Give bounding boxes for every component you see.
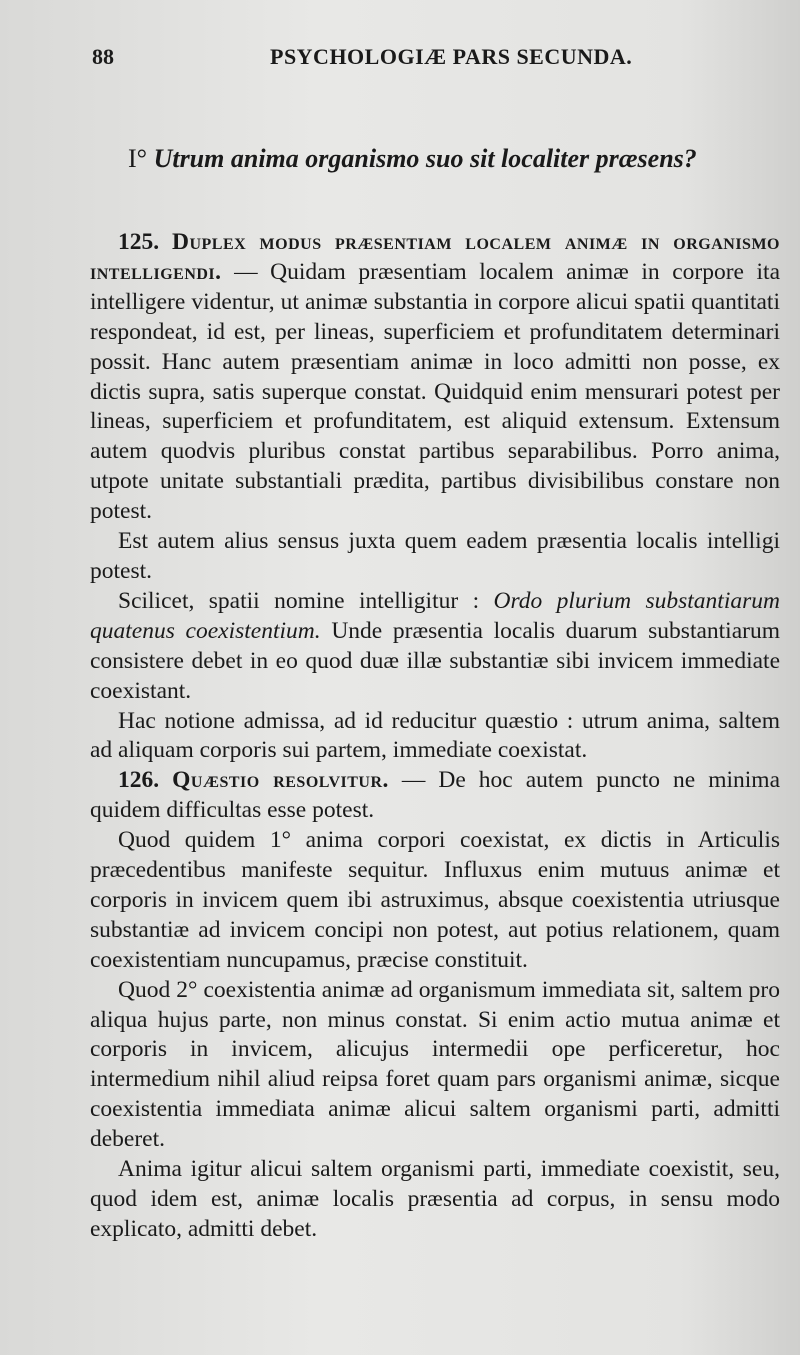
paragraph-heading: Quæstio resolvitur.: [172, 767, 389, 794]
running-header: [92, 44, 760, 74]
italic-definition: Ordo plurium substantiarum quatenus coexistentium.: [90, 587, 780, 644]
paragraph-126: [90, 766, 780, 826]
paragraph: Quod quidem 1° anima corpori coexistat, ex dictis in Articulis præcedentibus manifeste sequitur. Influxus enim mutuus animæ et corporis in invicem quem ibi astruximus, absque coexistentia utriusque substantiæ ad invicem concipi non potest, aut potius relationem, quam coexistentiam nuncupamus, præcise constituit.: [90, 827, 780, 973]
paragraph-text: Unde præsentia localis duarum substantiarum consistere debet in eo quod duæ illæ substantiæ sibi invicem immediate coexistant.: [90, 617, 780, 704]
paragraph-text: — Quidam præsentiam localem animæ in corpore ita intelligere videntur, ut animæ substantia in corpore alicui spatii quantitati respondeat, id est, per lineas, superficiem et profunditatem determinari possit. Hanc autem præsentiam animæ in loco admitti non posse, ex dictis supra, satis superque constat. Quidquid enim mensurari potest per lineas, superficiem et profunditatem, est aliquid extensum. Extensum autem quodvis pluribus constat partibus separabilibus. Porro anima, utpote unitate substantiali prædita, partibus divisibilibus constare non potest.: [90, 258, 780, 525]
paragraph-125: [90, 228, 780, 527]
body-text: [90, 228, 780, 1245]
paragraph-number: 126.: [118, 767, 160, 794]
paragraph: Anima igitur alicui saltem organismi parti, immediate coexistit, seu, quod idem est, animæ localis præsentia ad corpus, in sensu modo explicato, admitti debet.: [90, 1156, 780, 1242]
section-title-text: Utrum anima organismo suo sit localiter præsens?: [153, 144, 697, 173]
paragraph-text: — De hoc autem puncto ne minima quidem difficultas esse potest.: [90, 767, 781, 824]
section-title: [128, 144, 788, 174]
paragraph: Hac notione admissa, ad id reducitur quæstio : utrum anima, saltem ad aliquam corporis sui partem, immediate coexistat.: [90, 707, 780, 764]
paragraph-text: Scilicet, spatii nomine intelligitur :: [118, 587, 494, 614]
paragraph-number: 125.: [118, 229, 160, 255]
section-number: I°: [128, 144, 148, 173]
paragraph: Quod 2° coexistentia animæ ad organismum immediata sit, saltem pro aliqua hujus parte, non minus constat. Si enim actio mutua animæ et corporis in invicem, alicujus intermedii ope perficeretur, hoc intermedium nihil aliud reipsa foret quam pars organismi animæ, sicque coexistentia immediata animæ alicui saltem organismi parti, admitti deberet.: [90, 976, 780, 1153]
paragraph: [90, 587, 780, 707]
paragraph-heading: Duplex modus præsentiam localem animæ in organismo intelligendi.: [90, 229, 780, 285]
running-title: PSYCHOLOGIÆ PARS SECUNDA.: [270, 44, 633, 69]
page-number: 88: [92, 44, 114, 69]
paragraph: Est autem alius sensus juxta quem eadem præsentia localis intelligi potest.: [90, 528, 780, 584]
